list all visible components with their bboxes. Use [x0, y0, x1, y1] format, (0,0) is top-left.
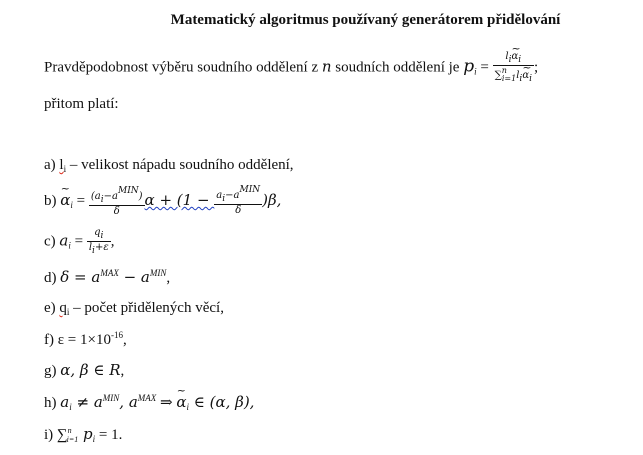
intro-equals: =	[476, 59, 493, 76]
fraction-denominator: ∑$^n_{i=1}$li~ αi	[493, 66, 534, 84]
item-c: c) $a_i$ = $\frac{qi}{li+\varepsilon}$ ,	[44, 227, 115, 256]
document-title: Matematický algoritmus používaný generátorem přidělování	[170, 12, 561, 28]
item-b-fraction-1: $\frac{\text{(ai−aMIN)}}{\delta}$	[90, 185, 143, 217]
alpha-tilde: ~ α	[60, 191, 70, 209]
probability-subscript: i	[474, 66, 477, 77]
fraction-numerator: li~ αi	[493, 52, 534, 66]
probability-intro	[44, 52, 538, 84]
intro-end: ;	[533, 59, 539, 76]
item-h: h) $a_i \ne a^{MIN}$, $a^{MAX}$ ⇒ ~ $\alpha_i$ ∈ (α, β),	[44, 393, 254, 412]
probability-symbol: p	[463, 56, 475, 77]
probability-fraction	[493, 52, 534, 84]
item-b: b) ~ $\alpha_i$ = $\frac{\text{(ai−aMIN)}}{\delta}$ α + (1 − $\frac{\text{ai−aMIN}}{\delta}$ )β,	[44, 186, 281, 217]
item-a: a) $l_i$ – velikost nápadu soudního oddělení,	[44, 157, 294, 174]
item-b-fraction-2: $\frac{\text{ai−aMIN}}{\delta}$	[216, 185, 261, 216]
item-a-variable: $l_i$	[59, 157, 67, 174]
item-f: f) $\varepsilon = 1\times 10^{-16}$,	[44, 330, 127, 348]
intro-n: n	[321, 57, 332, 76]
intro-text2: soudních oddělení je	[331, 59, 464, 76]
item-b-middle: α + (1 − $\frac{\text{ai−aMIN}}{\delta}$	[144, 185, 261, 216]
item-e-variable: $q_i$	[59, 300, 70, 317]
intro-text: Pravděpodobnost výběru soudního oddělení z	[44, 59, 322, 76]
item-i: i) ∑$^n_{i=1}$ $p_i = 1$.	[44, 425, 123, 444]
pritom-plati: přitom platí:	[44, 96, 119, 112]
item-c-fraction: $\frac{qi}{li+\varepsilon}$	[88, 227, 109, 256]
item-g: g) α, β ∈ R,	[44, 361, 125, 379]
item-e: e) $q_i$ – počet přidělených věcí,	[44, 300, 224, 317]
item-d: d) $\delta = a^{MAX} - a^{MIN}$,	[44, 268, 171, 286]
